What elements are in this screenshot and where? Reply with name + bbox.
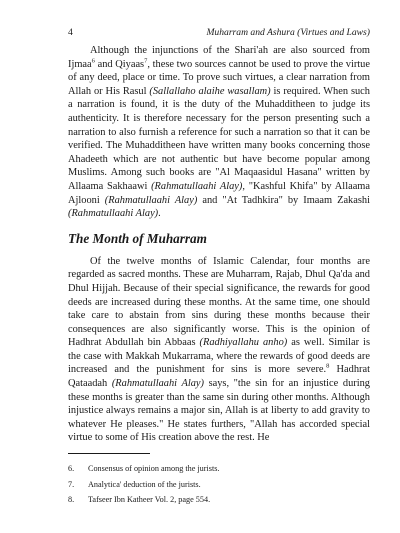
running-title: Muharram and Ashura (Virtues and Laws): [206, 27, 370, 38]
footnote-number: 6.: [68, 464, 75, 473]
paragraph-muharram: Of the twelve months of Islamic Calendar, four months are regarded as sacred months. These are Muharram, Rajab, Dhul Qa'da and Dhul Hijjah. Because of their special significance, the rewards for good deeds are increased during these months. At the same time, one should take care to abstain from sins during these months because their consequences are also significantly worse. This is the opinion of Hadhrat Abdullah bin Abbaas (Radhiyallahu anho) as well. Similar is the case with Makkah Mukarrama, where the rewards of good deeds are increased and the punishment for sins is more severe.$^8$ Hadhrat Qataadah (Rahmatullaahi Alay) says, "the sin for an injustice during these months is greater than the same sin during other months. Although injustice always remains a major sin, Allah is at liberty to add gravity to whatever He pleases." He states furthers, "Allah has accorded special virtue to some of His creation above the rest. He: [68, 255, 371, 444]
footnote-ref-6: 6: [91, 57, 95, 65]
footnote-text: Analytica' deduction of the jurists.: [88, 479, 201, 489]
footnote-divider: [68, 453, 150, 454]
footnote-ref-8: 8: [326, 363, 330, 370]
page-number: 4: [68, 27, 73, 38]
footnote-ref-7: 7: [144, 57, 148, 65]
footnotes: [68, 461, 370, 508]
body-text: [68, 44, 370, 445]
footnote-item: [68, 492, 370, 508]
footnote-text: Consensus of opinion among the jurists.: [88, 464, 220, 473]
section-heading: The Month of Muharram: [68, 230, 207, 246]
footnote-item: [68, 461, 370, 477]
page-header: [68, 26, 370, 40]
footnote-text: Tafseer Ibn Katheer Vol. 2, page 554.: [88, 495, 211, 504]
footnote-number: 8.: [68, 495, 75, 504]
footnote-item: [68, 477, 370, 493]
footnote-number: 7.: [68, 479, 75, 489]
paragraph-sources: Although the injunctions of the Shari'ah are also sourced from Ijmaa$^6$ and Qiyaas$^7$, these two sources cannot be used to prove the virtue of any deed, place or time. To prove such virtues, a clear narration from Allah or His Rasul (Sallallaho alaihe wasallam) is required. When such a narration is found, it is the duty of the Muhadditheen to judge its authenticity. It is therefore necessary for the person presenting such a narration to also furnish a reference for such a narration so that it can be verified. The Muhadditheen have written many books concerning those Ahadeeth which are not authentic but have become popular among Muslims. Among such books are "Al Maqaasidul Hasana" written by Allaama Sakhaawi (Rahmatullaahi Alay), "Kashful Khifa" by Allaama Ajlooni (Rahmatullaahi Alay) and "At Tadhkira" by Imaam Zakashi (Rahmatullaahi Alay).: [68, 45, 370, 220]
